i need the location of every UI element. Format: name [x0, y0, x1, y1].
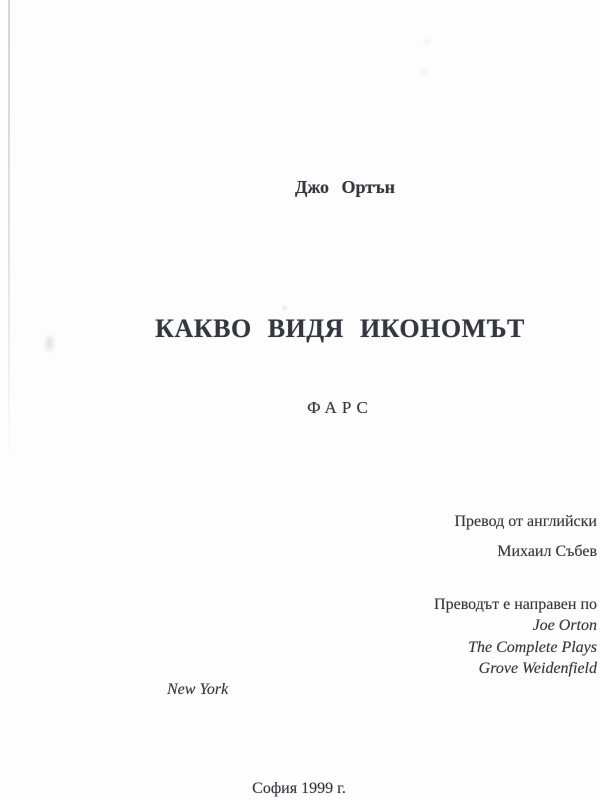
publication-city: New York [167, 681, 229, 698]
scan-speck-artifact [282, 306, 287, 310]
genre-label: ФАРС [307, 398, 373, 417]
scan-smudge-artifact [46, 336, 53, 351]
source-publisher: Grove Weidenfield [478, 660, 597, 677]
source-author: Joe Orton [532, 617, 597, 634]
source-book-title: The Complete Plays [468, 639, 597, 656]
scan-speck-artifact [424, 39, 430, 44]
translator-name: Михаил Събев [497, 543, 597, 560]
imprint-line: София 1999 г. [252, 780, 346, 797]
scan-speck-artifact [420, 69, 426, 75]
translation-note: Превод от английски [454, 513, 597, 530]
book-title: КАКВО ВИДЯ ИКОНОМЪТ [155, 314, 525, 343]
author-name: Джо Ортън [295, 177, 395, 197]
source-note: Преводът е направен по [434, 596, 597, 613]
scan-edge-line-artifact [8, 0, 10, 465]
